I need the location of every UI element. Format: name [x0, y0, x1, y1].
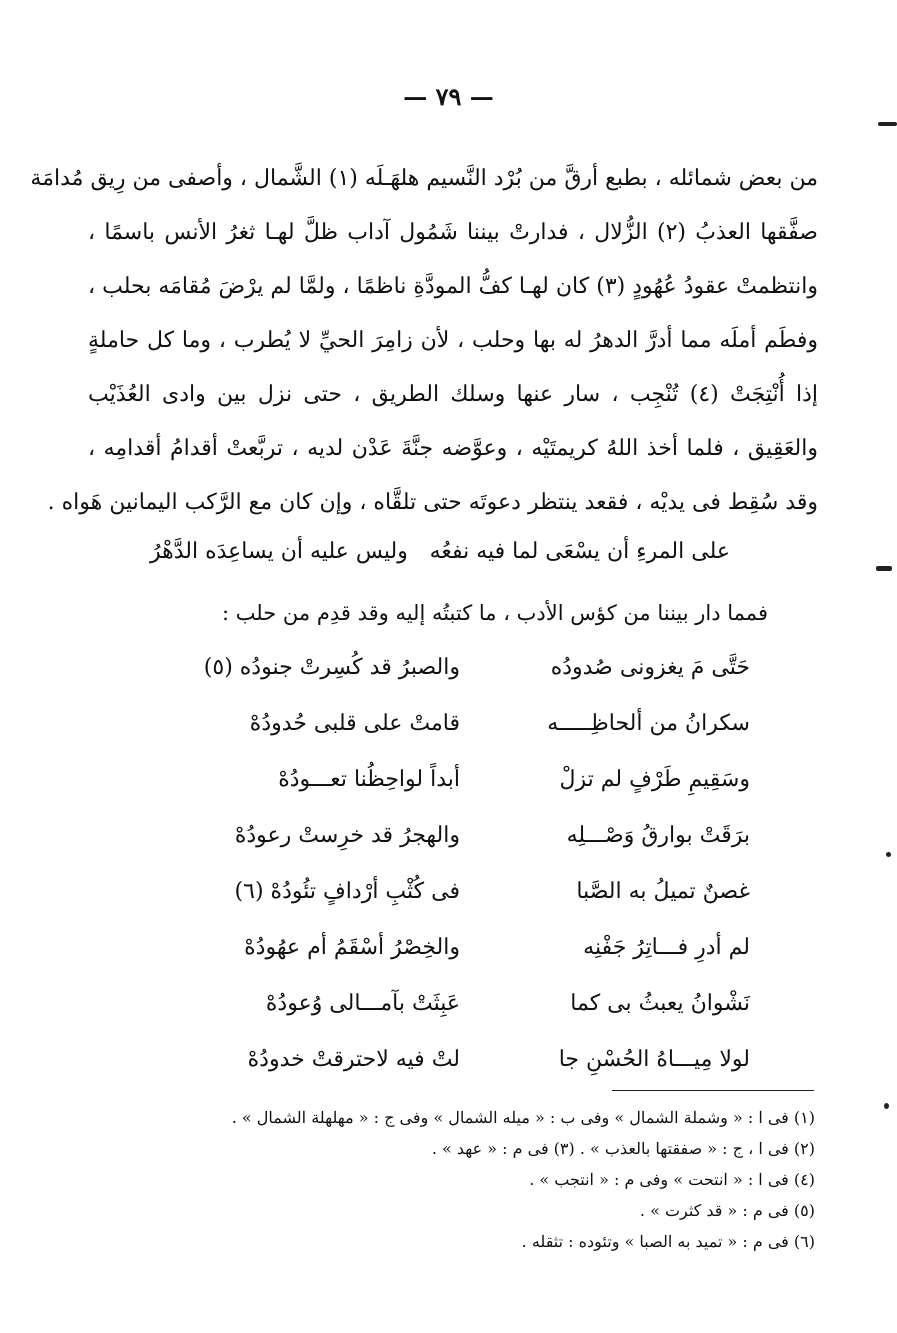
poem-verse: [190, 752, 750, 808]
verse-first-hemistich: غصنٌ تميلُ به الصَّبا: [576, 879, 750, 904]
verse-first-hemistich: لولا مِيـــاهُ الحُسْنِ جا: [558, 1047, 750, 1072]
page-number: — ٧٩ —: [403, 82, 494, 111]
verse-second-hemistich: قامتْ على قلبى حُدودُهْ: [249, 711, 460, 736]
footnote: (٦) فى م : « تميد به الصبا » وتئوده : تثقله .: [521, 1232, 815, 1251]
poem-verse: [190, 920, 750, 976]
scan-margin-mark: [876, 566, 892, 571]
scan-margin-mark: [884, 1103, 889, 1109]
footnote: (١) فى ا : « وشملة الشمال » وفى ب : « ميله الشمال » وفى ج : « مهلهلة الشمال » .: [231, 1108, 815, 1127]
prose-paragraph: [30, 152, 818, 530]
verse-second-hemistich: والهجرُ قد خرِستْ رعودُهْ: [234, 823, 460, 848]
footnote-divider: [612, 1090, 814, 1091]
verse-second-hemistich: عَبِثَتْ بآمـــالى وُعودُهْ: [265, 991, 460, 1016]
verse-second-hemistich: لتْ فيه لاحترقتْ خدودُهْ: [247, 1047, 460, 1072]
scan-margin-mark: [878, 122, 897, 126]
scan-margin-mark: [886, 852, 891, 857]
single-verse: [150, 526, 730, 578]
poem-verse: [190, 640, 750, 696]
poem: [190, 640, 750, 1088]
verse-second-hemistich: والصبرُ قد كُسِرتْ جنودُه (٥): [203, 655, 460, 680]
verse-second-hemistich: فى كُثْبِ أرْدافٍ تئُودُهْ (٦): [234, 879, 460, 904]
footnote: (٢) فى ا ، ج : « صفقتها بالعذب » . (٣) فى م : « عهد » .: [431, 1139, 815, 1158]
prose-line: إذا أُنْتِجَتْ (٤) تُنْجِب ، سار عنها وسلك الطريق ، حتى نزل بين وادى العُذَيْب: [88, 382, 818, 407]
poem-verse: [190, 808, 750, 864]
verse-first-hemistich: على المرءِ أن يسْعَى لما فيه نفعُه: [429, 539, 730, 564]
footnotes: [160, 1102, 815, 1257]
poem-intro: فمما دار بيننا من كؤس الأدب ، ما كتبتُه إليه وقد قدِم من حلب :: [221, 601, 768, 625]
poem-verse: [190, 696, 750, 752]
prose-line: وانتظمتْ عقودُ عُهُودٍ (٣) كان لهـا كفُّ المودَّةِ ناظمًا ، ولمَّا لم يرْضَ مُقامَه بحلب ،: [88, 274, 818, 299]
verse-first-hemistich: برَقَتْ بوارقُ وَصْـــلِه: [566, 823, 750, 848]
verse-second-hemistich: وليس عليه أن يساعِدَه الدَّهْرُ: [150, 539, 408, 564]
prose-line: وفطَم أملَه مما أدرَّ الدهرُ له بها وحلب ، لأن زامِرَ الحيِّ لا يُطرب ، وما كل حاملةٍ: [88, 328, 818, 353]
poem-verse: [190, 864, 750, 920]
poem-verse: [190, 976, 750, 1032]
prose-line: من بعض شمائله ، بطبع أرقَّ من بُرْد النَّسيم هلهَـلَه (١) الشَّمال ، وأصفى من رِيق مُدامَة: [30, 166, 818, 191]
prose-line: والعَقِيق ، فلما أخذ اللهُ كريمتَيْه ، وعوَّضه جنَّةَ عَدْن لديه ، تربَّعتْ أقدامُ أقدامِه ،: [88, 436, 818, 461]
verse-first-hemistich: وسَقِيمِ طَرْفٍ لم تزلْ: [559, 767, 750, 792]
verse-first-hemistich: لم أدرِ فـــاتِرُ جَفْنِه: [583, 935, 750, 960]
verse-first-hemistich: نَشْوانُ يعبثُ بى كما: [570, 991, 750, 1016]
verse-first-hemistich: حَتَّى مَ يغزونى صُدودُه: [550, 655, 750, 680]
footnote: (٥) فى م : « قد كثرت » .: [639, 1201, 815, 1220]
poem-verse: [190, 1032, 750, 1088]
prose-line: صفَّقها العذبُ (٢) الزُّلال ، فدارتْ بيننا شَمُول آداب ظلَّ لهـا ثغرُ الأنس باسمًا ،: [88, 220, 818, 245]
verse-first-hemistich: سكرانُ من ألحاظِـــــه: [547, 711, 750, 736]
prose-line: وقد سُقِط فى يديْه ، فقعد ينتظر دعوتَه حتى تلقَّاه ، وإن كان مع الرَّكب اليمانين هَواه .: [47, 490, 818, 515]
verse-second-hemistich: والخِصْرُ أسْقَمُ أم عهُودُهْ: [244, 935, 460, 960]
verse-second-hemistich: أبداً لواحِظُنا تعـــودُهْ: [278, 767, 460, 792]
footnote: (٤) فى ا : « انتحت » وفى م : « انتجب » .: [529, 1170, 815, 1189]
